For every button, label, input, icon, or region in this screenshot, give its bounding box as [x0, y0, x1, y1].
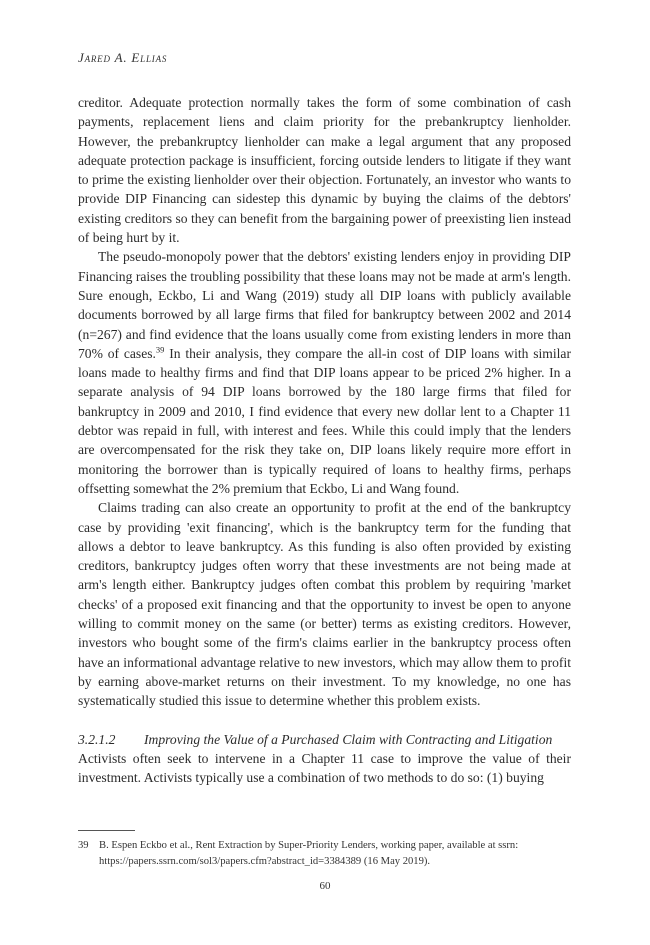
footnote: [78, 838, 571, 869]
section-paragraph: Activists often seek to intervene in a Chapter 11 case to improve the value of their investment. Activists typically use a combination of two methods to do so: (1) buying: [78, 750, 571, 786]
paragraph-2: [78, 247, 571, 498]
section-heading: [78, 730, 571, 749]
footnote-number: 39: [78, 840, 89, 851]
running-head: Jared A. Ellias: [78, 50, 168, 65]
footnote-text: B. Espen Eckbo et al., Rent Extraction by Super-Priority Lenders, working paper, available at ssrn: https://papers.ssrn.com/sol3/papers.cfm?abstract_id=3384389 (16 May 2019).: [99, 840, 519, 867]
paragraph-3: Claims trading can also create an opportunity to profit at the end of the bankruptcy case by providing 'exit financing', which is the bankruptcy term for the funding that allows a debtor to leave bankruptcy. As this funding is also often provided by existing creditors, bankruptcy judges often worry that these investments are not being made at arm's length either. Bankruptcy judges often combat this problem by requiring 'market checks' of a proposed exit financing and that the opportunity to invest be open to anyone willing to commit money on the same (or better) terms as existing creditors. However, investors who bought some of the firm's claims earlier in the bankruptcy process often have an informational advantage relative to new investors, which may allow them to profit by earning above-market returns on their investment. To my knowledge, no one has systematically studied this issue to determine whether this problem exists.: [78, 500, 571, 709]
paragraph-2-text-b: In their analysis, they compare the all-in cost of DIP loans with similar loans made to healthy firms and find that DIP loans appear to be priced 2% higher. In a separate analysis of 94 DIP loans borrowed by the 180 large firms that filed for bankruptcy in 2009 and 2010, I find evidence that every new dollar lent to a Chapter 11 debtor was repaid in full, with interest and fees. While this could imply that the lenders are overcompensated for the risk they take on, DIP loans likely require more effort in monitoring the borrower than is typically required of loans to healthy firms, perhaps offsetting somewhat the 2% premium that Eckbo, Li and Wang found.: [78, 345, 571, 496]
body-text: [78, 93, 571, 787]
paragraph-2-text-a: The pseudo-monopoly power that the debtors' existing lenders enjoy in providing DIP Financing raises the troubling possibility that these loans may not be made at arm's length. Sure enough, Eckbo, Li and Wang (2019) study all DIP loans with publicly available documents borrowed by all large firms that filed for bankruptcy between 2002 and 2014 (n=267) and find evidence that the loans usually come from existing lenders in more than 70% of cases.: [78, 249, 571, 361]
page-number: 60: [319, 880, 331, 892]
footnote-reference[interactable]: 39: [155, 344, 165, 355]
section-title: Improving the Value of a Purchased Claim with Contracting and Litigation: [144, 731, 553, 747]
paragraph-1: creditor. Adequate protection normally takes the form of some combination of cash payments, replacement liens and claim priority for the prebankruptcy lienholder. However, the prebankruptcy lienholder can make a legal argument that any proposed adequate protection package is insufficient, forcing outside lenders to litigate if they want to prime the existing lienholder over their objection. Fortunately, an investor who wants to provide DIP Financing can sidestep this dynamic by buying the claims of the debtors' existing creditors so they can benefit from the bargaining power of preexisting lien instead of being hurt by it.: [78, 95, 571, 246]
section-number: 3.2.1.2: [78, 731, 116, 747]
footnote-divider: [78, 830, 135, 831]
